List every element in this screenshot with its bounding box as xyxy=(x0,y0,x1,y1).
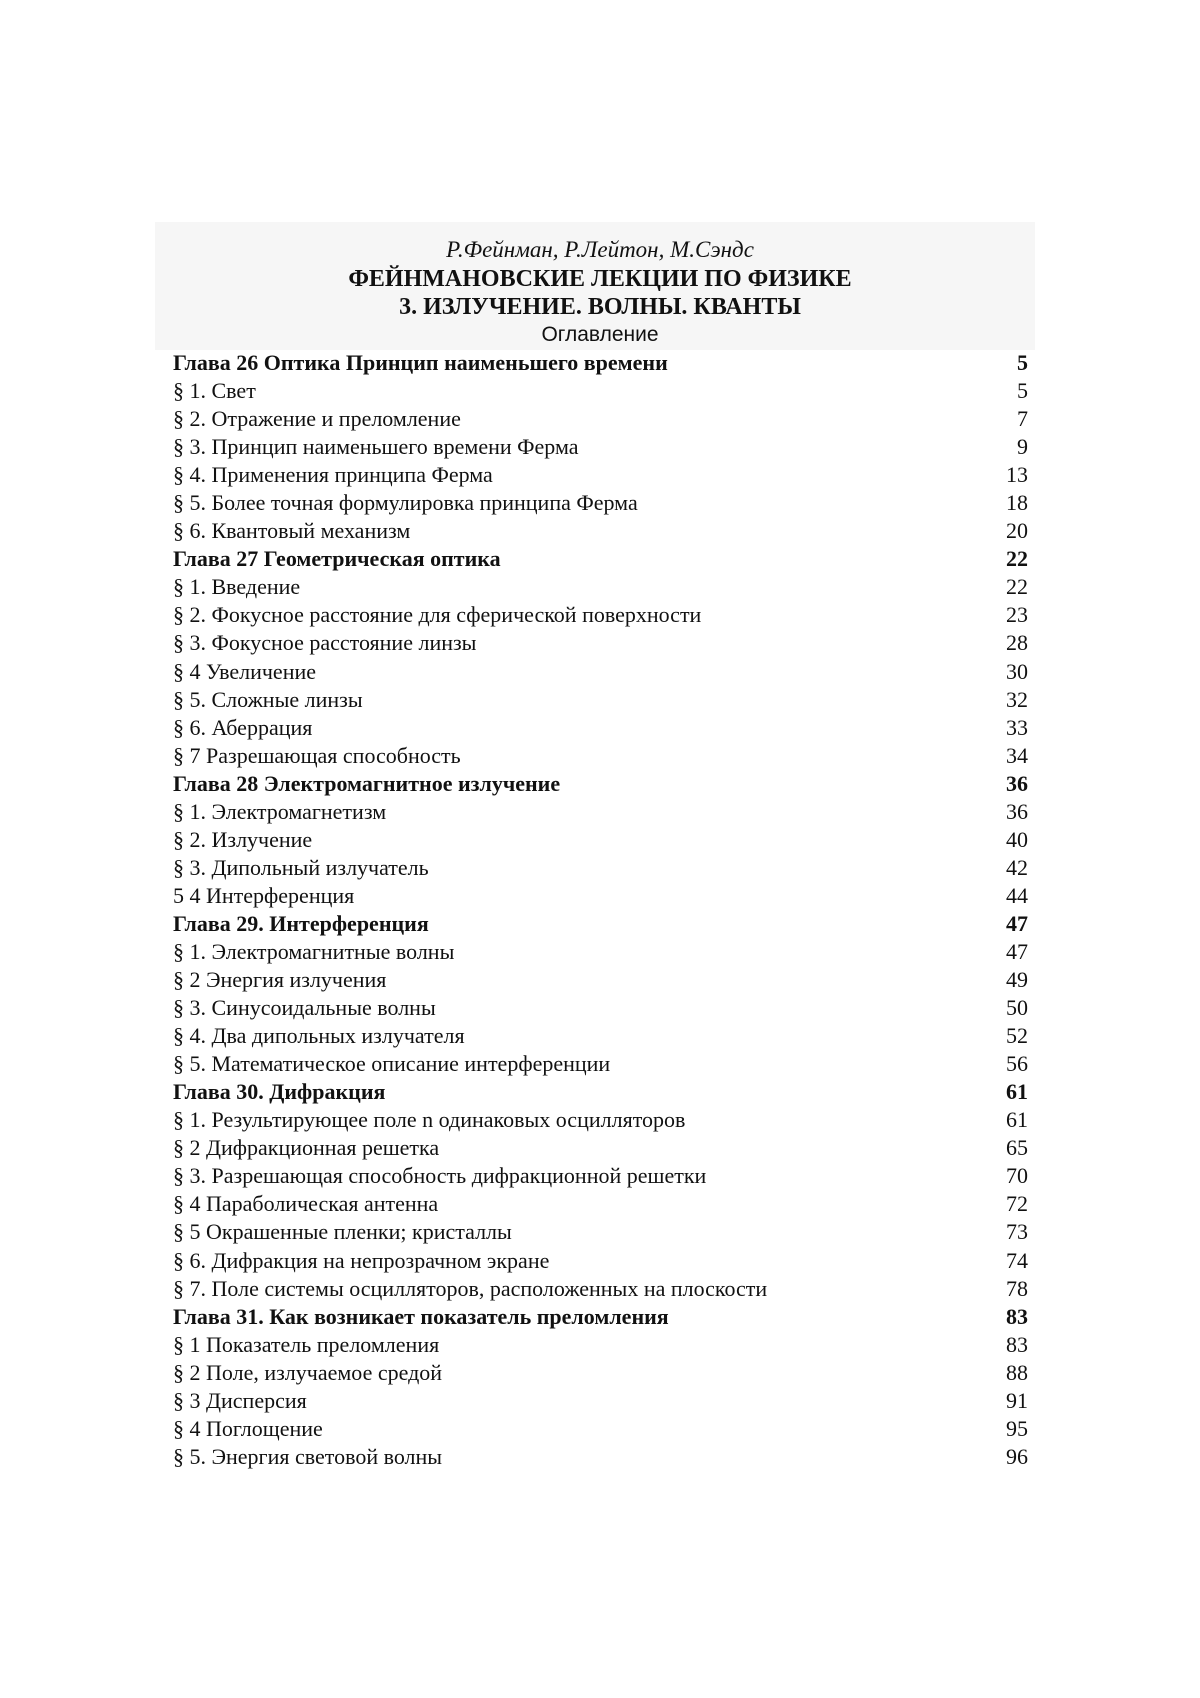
toc-entry-page: 32 xyxy=(1006,686,1028,712)
toc-entry-label: Глава 29. Интерференция xyxy=(173,910,429,936)
toc-entry-label: Глава 30. Дифракция xyxy=(173,1079,386,1105)
toc-entry-label: § 1. Введение xyxy=(173,574,301,600)
book-title: ФЕЙНМАНОВСКИЕ ЛЕКЦИИ ПО ФИЗИКЕ xyxy=(348,266,852,292)
toc-entry-page: 83 xyxy=(1006,1303,1028,1329)
toc-section-row xyxy=(173,1218,1028,1246)
toc-entry-page: 30 xyxy=(1006,658,1028,684)
toc-entry-label: Глава 26 Оптика Принцип наименьшего времени xyxy=(173,350,668,375)
toc-entry-label: § 3. Фокусное расстояние линзы xyxy=(173,630,477,656)
toc-entry-label: § 1 Показатель преломления xyxy=(173,1331,440,1357)
toc-entry-label: § 5. Сложные линзы xyxy=(173,686,363,712)
toc-entry-page: 22 xyxy=(1006,574,1028,600)
toc-entry-page: 83 xyxy=(1006,1331,1028,1357)
toc-entry-page: 40 xyxy=(1006,826,1028,852)
toc-section-row xyxy=(173,658,1028,686)
toc-entry-label: Глава 28 Электромагнитное излучение xyxy=(173,770,561,796)
toc-chapter-row xyxy=(173,1303,1028,1331)
toc-entry-label: § 5. Энергия световой волны xyxy=(173,1443,443,1469)
toc-section-row xyxy=(173,1387,1028,1415)
toc-entry-label: § 2. Фокусное расстояние для сферической поверхности xyxy=(173,602,702,628)
table-of-contents xyxy=(173,349,1028,1471)
toc-entry-page: 28 xyxy=(1006,630,1028,656)
toc-section-row xyxy=(173,405,1028,433)
toc-entry-page: 52 xyxy=(1006,1023,1028,1049)
toc-section-row xyxy=(173,798,1028,826)
toc-section-row xyxy=(173,1247,1028,1275)
toc-entry-label: § 2. Отражение и преломление xyxy=(173,406,461,432)
toc-entry-page: 36 xyxy=(1006,798,1028,824)
toc-entry-label: § 3. Синусоидальные волны xyxy=(173,995,436,1021)
toc-entry-label: 5 4 Интерференция xyxy=(173,882,355,908)
toc-chapter-row xyxy=(173,770,1028,798)
toc-entry-page: 36 xyxy=(1006,770,1028,796)
toc-entry-label: § 3 Дисперсия xyxy=(173,1387,307,1413)
toc-entry-page: 33 xyxy=(1006,714,1028,740)
toc-entry-label: § 1. Свет xyxy=(173,378,256,404)
toc-entry-page: 88 xyxy=(1006,1359,1028,1385)
toc-entry-page: 5 xyxy=(1017,378,1028,404)
toc-entry-label: § 4 Увеличение xyxy=(173,658,317,684)
toc-entry-page: 56 xyxy=(1006,1051,1028,1077)
toc-entry-label: Глава 27 Геометрическая оптика xyxy=(173,546,501,572)
authors: Р.Фейнман, Р.Лейтон, М.Сэндс xyxy=(446,237,754,262)
toc-entry-page: 34 xyxy=(1006,742,1028,768)
toc-section-row xyxy=(173,994,1028,1022)
toc-entry-page: 47 xyxy=(1006,910,1028,936)
toc-entry-label: § 2. Излучение xyxy=(173,826,313,852)
toc-section-row xyxy=(173,517,1028,545)
toc-entry-label: § 4. Два дипольных излучателя xyxy=(173,1023,465,1049)
toc-section-row xyxy=(173,433,1028,461)
toc-entry-page: 65 xyxy=(1006,1135,1028,1161)
toc-entry-label: Глава 31. Как возникает показатель преломления xyxy=(173,1303,669,1329)
toc-section-row xyxy=(173,966,1028,994)
toc-entry-page: 91 xyxy=(1006,1387,1028,1413)
toc-entry-page: 5 xyxy=(1017,350,1028,375)
toc-entry-page: 7 xyxy=(1017,406,1028,432)
toc-entry-label: § 1. Электромагнетизм xyxy=(173,798,387,824)
toc-section-row xyxy=(173,854,1028,882)
volume-title: 3. ИЗЛУЧЕНИЕ. ВОЛНЫ. КВАНТЫ xyxy=(399,294,801,320)
toc-section-row xyxy=(173,1050,1028,1078)
toc-section-row xyxy=(173,1190,1028,1218)
toc-section-row xyxy=(173,1106,1028,1134)
toc-entry-label: § 6. Аберрация xyxy=(173,714,313,740)
toc-entry-label: § 2 Поле, излучаемое средой xyxy=(173,1359,443,1385)
toc-entry-page: 61 xyxy=(1006,1107,1028,1133)
toc-section-row xyxy=(173,1443,1028,1471)
toc-entry-label: § 1. Электромагнитные волны xyxy=(173,938,455,964)
toc-chapter-row xyxy=(173,349,1028,377)
toc-entry-page: 74 xyxy=(1006,1247,1028,1273)
toc-entry-label: § 6. Квантовый механизм xyxy=(173,518,411,544)
toc-entry-page: 50 xyxy=(1006,995,1028,1021)
toc-section-row xyxy=(173,461,1028,489)
toc-entry-page: 73 xyxy=(1006,1219,1028,1245)
toc-entry-label: § 6. Дифракция на непрозрачном экране xyxy=(173,1247,550,1273)
toc-section-row xyxy=(173,1022,1028,1050)
toc-entry-label: § 5 Окрашенные пленки; кристаллы xyxy=(173,1219,512,1245)
toc-chapter-row xyxy=(173,1078,1028,1106)
toc-heading: Оглавление xyxy=(541,323,659,346)
toc-section-row xyxy=(173,826,1028,854)
toc-entry-page: 9 xyxy=(1017,434,1028,460)
toc-entry-page: 23 xyxy=(1006,602,1028,628)
toc-entry-page: 20 xyxy=(1006,518,1028,544)
toc-section-row xyxy=(173,377,1028,405)
toc-entry-label: § 7 Разрешающая способность xyxy=(173,742,461,768)
toc-entry-page: 70 xyxy=(1006,1163,1028,1189)
toc-entry-page: 61 xyxy=(1006,1079,1028,1105)
toc-section-row xyxy=(173,1359,1028,1387)
toc-section-row xyxy=(173,714,1028,742)
toc-entry-label: § 2 Дифракционная решетка xyxy=(173,1135,440,1161)
toc-section-row xyxy=(173,1331,1028,1359)
toc-entry-label: § 7. Поле системы осцилляторов, расположенных на плоскости xyxy=(173,1275,768,1301)
toc-entry-label: § 1. Результирующее поле n одинаковых осцилляторов xyxy=(173,1107,686,1133)
toc-chapter-row xyxy=(173,910,1028,938)
toc-entry-label: § 4 Параболическая антенна xyxy=(173,1191,439,1217)
toc-entry-page: 95 xyxy=(1006,1415,1028,1441)
toc-entry-label: § 3. Разрешающая способность дифракционной решетки xyxy=(173,1163,707,1189)
toc-section-row xyxy=(173,1275,1028,1303)
toc-entry-page: 47 xyxy=(1006,938,1028,964)
toc-entry-page: 96 xyxy=(1006,1443,1028,1469)
toc-entry-page: 18 xyxy=(1006,490,1028,516)
toc-section-row xyxy=(173,1134,1028,1162)
toc-entry-page: 22 xyxy=(1006,546,1028,572)
toc-section-row xyxy=(173,601,1028,629)
toc-entry-label: § 5. Более точная формулировка принципа Ферма xyxy=(173,490,638,516)
toc-entry-label: § 4 Поглощение xyxy=(173,1415,323,1441)
toc-entry-label: § 5. Математическое описание интерференции xyxy=(173,1051,611,1077)
toc-entry-label: § 3. Принцип наименьшего времени Ферма xyxy=(173,434,579,460)
toc-section-row xyxy=(173,742,1028,770)
toc-section-row xyxy=(173,1415,1028,1443)
toc-section-row xyxy=(173,573,1028,601)
toc-entry-label: § 2 Энергия излучения xyxy=(173,967,387,993)
toc-entry-page: 44 xyxy=(1006,882,1028,908)
toc-entry-page: 78 xyxy=(1006,1275,1028,1301)
toc-entry-label: § 4. Применения принципа Ферма xyxy=(173,462,493,488)
toc-entry-page: 13 xyxy=(1006,462,1028,488)
toc-entry-page: 42 xyxy=(1006,854,1028,880)
toc-section-row xyxy=(173,629,1028,657)
toc-section-row xyxy=(173,489,1028,517)
toc-section-row xyxy=(173,1162,1028,1190)
toc-entry-label: § 3. Дипольный излучатель xyxy=(173,854,429,880)
toc-entry-page: 72 xyxy=(1006,1191,1028,1217)
toc-section-row xyxy=(173,686,1028,714)
toc-entry-page: 49 xyxy=(1006,967,1028,993)
toc-section-row xyxy=(173,938,1028,966)
toc-chapter-row xyxy=(173,545,1028,573)
toc-section-row xyxy=(173,882,1028,910)
